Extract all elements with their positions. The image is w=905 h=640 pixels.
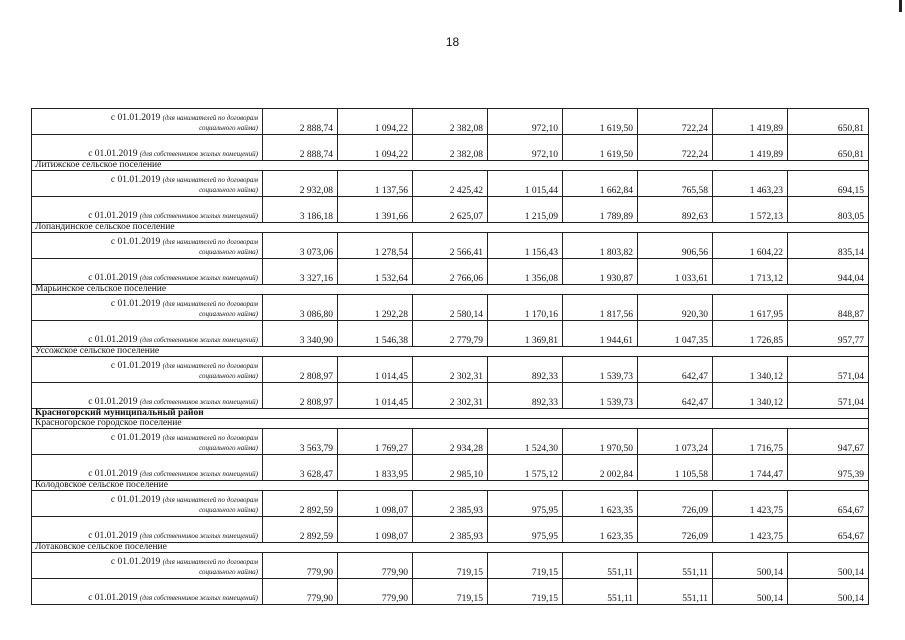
table-row: [32, 491, 869, 517]
tariff-value-cell: 2 808,97: [263, 383, 338, 409]
tariff-value-cell: 1 604,22: [713, 233, 788, 259]
tariff-value-cell: 1 803,82: [563, 233, 638, 259]
tariff-value-cell: 654,67: [788, 491, 869, 517]
tariff-value-cell: 1 014,45: [338, 357, 413, 383]
tariff-value-cell: 1 970,50: [563, 429, 638, 455]
tariff-value-cell: 1 546,38: [338, 321, 413, 347]
tariff-value-cell: 972,10: [488, 135, 563, 161]
table-row: [32, 197, 869, 223]
tariff-value-cell: 571,04: [788, 357, 869, 383]
tariff-value-cell: 3 186,18: [263, 197, 338, 223]
tariff-value-cell: 642,47: [638, 383, 713, 409]
row-date: с 01.01.2019: [110, 175, 161, 185]
tariff-value-cell: 975,95: [488, 491, 563, 517]
row-note-continued: социального найма): [199, 248, 258, 256]
tariff-value-cell: 1 716,75: [713, 429, 788, 455]
table-row: [32, 429, 869, 455]
tariff-value-cell: 1 014,45: [338, 383, 413, 409]
tariff-value-cell: 1 340,12: [713, 357, 788, 383]
row-date: с 01.01.2019: [88, 469, 138, 479]
settlement-title: Лотаковское сельское поселение: [32, 543, 869, 553]
tariff-value-cell: 1 423,75: [713, 491, 788, 517]
tariff-value-cell: 3 327,16: [263, 259, 338, 285]
tariff-value-cell: 1 170,16: [488, 295, 563, 321]
tariff-value-cell: 1 539,73: [563, 357, 638, 383]
tariff-value-cell: 3 340,90: [263, 321, 338, 347]
tariff-value-cell: 2 382,08: [413, 109, 488, 135]
tariff-value-cell: 1 789,89: [563, 197, 638, 223]
row-date: с 01.01.2019: [88, 211, 138, 221]
settlement-heading-row: [32, 161, 869, 171]
tariff-value-cell: 2 302,31: [413, 357, 488, 383]
tariff-value-cell: 975,95: [488, 517, 563, 543]
tariff-value-cell: 906,56: [638, 233, 713, 259]
settlement-heading-row: [32, 419, 869, 429]
row-note: (для нанимателей по договорам: [162, 558, 258, 566]
row-date: с 01.01.2019: [110, 495, 161, 505]
table-row: [32, 357, 869, 383]
scan-edge-mark: [899, 0, 902, 12]
tariff-value-cell: 892,33: [488, 383, 563, 409]
tariff-value-cell: 1 033,61: [638, 259, 713, 285]
tariff-value-cell: 1 744,47: [713, 455, 788, 481]
settlement-heading-row: [32, 481, 869, 491]
tariff-value-cell: 779,90: [263, 553, 338, 579]
row-note-continued: социального найма): [199, 568, 258, 576]
tariff-value-cell: 1 463,23: [713, 171, 788, 197]
table-row: [32, 109, 869, 135]
tariff-value-cell: 722,24: [638, 135, 713, 161]
tariff-value-cell: 719,15: [413, 553, 488, 579]
row-label: [32, 321, 263, 347]
row-label: [32, 383, 263, 409]
tariff-value-cell: 1 930,87: [563, 259, 638, 285]
tariff-value-cell: 2 888,74: [263, 135, 338, 161]
tariff-value-cell: 2 985,10: [413, 455, 488, 481]
row-note: (для нанимателей по договорам: [162, 496, 258, 504]
settlement-title: Литижское сельское поселение: [32, 161, 869, 171]
tariff-value-cell: 726,09: [638, 517, 713, 543]
tariff-value-cell: 551,11: [638, 553, 713, 579]
table-row: [32, 553, 869, 579]
row-note: (для нанимателей по договорам: [162, 176, 258, 184]
tariff-value-cell: 500,14: [713, 579, 788, 605]
tariff-value-cell: 803,05: [788, 197, 869, 223]
row-date: с 01.01.2019: [88, 335, 138, 345]
tariff-value-cell: 2 302,31: [413, 383, 488, 409]
tariff-value-cell: 719,15: [488, 579, 563, 605]
tariff-value-cell: 1 015,44: [488, 171, 563, 197]
tariff-value-cell: 1 098,07: [338, 517, 413, 543]
settlement-title: Красногорское городское поселение: [32, 419, 869, 429]
row-date: с 01.01.2019: [88, 593, 138, 603]
tariff-value-cell: 1 619,50: [563, 135, 638, 161]
table-row: [32, 135, 869, 161]
row-note: (для нанимателей по договорам: [162, 362, 258, 370]
tariff-table-body: [32, 109, 869, 605]
row-label: [32, 553, 263, 579]
table-row: [32, 171, 869, 197]
tariff-value-cell: 957,77: [788, 321, 869, 347]
row-note: (для собственников жилых помещений): [139, 470, 258, 478]
tariff-value-cell: 3 086,80: [263, 295, 338, 321]
tariff-value-cell: 892,33: [488, 357, 563, 383]
row-note: (для нанимателей по договорам: [162, 114, 258, 122]
tariff-value-cell: 2 808,97: [263, 357, 338, 383]
tariff-value-cell: 650,81: [788, 109, 869, 135]
tariff-value-cell: 551,11: [563, 553, 638, 579]
row-date: с 01.01.2019: [110, 557, 161, 567]
tariff-value-cell: 944,04: [788, 259, 869, 285]
tariff-value-cell: 2 385,93: [413, 517, 488, 543]
row-note-continued: социального найма): [199, 372, 258, 380]
settlement-heading-row: [32, 543, 869, 553]
row-note: (для собственников жилых помещений): [139, 274, 258, 282]
row-note-continued: социального найма): [199, 186, 258, 194]
row-label: [32, 429, 263, 455]
tariff-value-cell: 719,15: [413, 579, 488, 605]
row-note: (для нанимателей по договорам: [162, 238, 258, 246]
table-row: [32, 233, 869, 259]
tariff-value-cell: 2 425,42: [413, 171, 488, 197]
page-number: 18: [445, 35, 460, 49]
tariff-value-cell: 2 385,93: [413, 491, 488, 517]
tariff-value-cell: 920,30: [638, 295, 713, 321]
tariff-value-cell: 1 575,12: [488, 455, 563, 481]
row-date: с 01.01.2019: [88, 397, 138, 407]
tariff-value-cell: 1 215,09: [488, 197, 563, 223]
table-row: [32, 259, 869, 285]
row-label: [32, 357, 263, 383]
tariff-value-cell: 975,39: [788, 455, 869, 481]
tariff-value-cell: 3 628,47: [263, 455, 338, 481]
tariff-value-cell: 1 391,66: [338, 197, 413, 223]
tariff-value-cell: 1 098,07: [338, 491, 413, 517]
row-note: (для собственников жилых помещений): [139, 336, 258, 344]
row-note: (для собственников жилых помещений): [139, 532, 258, 540]
district-title: Красногорский муниципальный район: [32, 409, 869, 419]
tariff-value-cell: 1 713,12: [713, 259, 788, 285]
table-row: [32, 383, 869, 409]
tariff-value-cell: 1 662,84: [563, 171, 638, 197]
tariff-value-cell: 1 726,85: [713, 321, 788, 347]
row-label: [32, 171, 263, 197]
tariff-value-cell: 1 769,27: [338, 429, 413, 455]
tariff-value-cell: 551,11: [638, 579, 713, 605]
settlement-title: Лопандинское сельское поселение: [32, 223, 869, 233]
tariff-value-cell: 2 566,41: [413, 233, 488, 259]
settlement-heading-row: [32, 285, 869, 295]
row-label: [32, 295, 263, 321]
tariff-value-cell: 1 105,58: [638, 455, 713, 481]
row-date: с 01.01.2019: [110, 361, 161, 371]
row-date: с 01.01.2019: [110, 237, 161, 247]
row-date: с 01.01.2019: [88, 531, 138, 541]
tariff-value-cell: 848,87: [788, 295, 869, 321]
tariff-value-cell: 1 340,12: [713, 383, 788, 409]
tariff-value-cell: 947,67: [788, 429, 869, 455]
tariff-value-cell: 726,09: [638, 491, 713, 517]
row-label: [32, 259, 263, 285]
tariff-value-cell: 1 419,89: [713, 135, 788, 161]
row-label: [32, 135, 263, 161]
tariff-value-cell: 1 572,13: [713, 197, 788, 223]
tariff-value-cell: 1 419,89: [713, 109, 788, 135]
tariff-value-cell: 1 944,61: [563, 321, 638, 347]
tariff-value-cell: 3 563,79: [263, 429, 338, 455]
tariff-value-cell: 972,10: [488, 109, 563, 135]
row-note-continued: социального найма): [199, 506, 258, 514]
settlement-heading-row: [32, 223, 869, 233]
tariff-value-cell: 722,24: [638, 109, 713, 135]
tariff-value-cell: 779,90: [338, 553, 413, 579]
tariff-value-cell: 500,14: [713, 553, 788, 579]
table-row: [32, 517, 869, 543]
tariff-value-cell: 2 934,28: [413, 429, 488, 455]
district-heading-row: [32, 409, 869, 419]
row-date: с 01.01.2019: [88, 273, 138, 283]
settlement-title: Уссожское сельское поселение: [32, 347, 869, 357]
tariff-value-cell: 779,90: [338, 579, 413, 605]
tariff-value-cell: 719,15: [488, 553, 563, 579]
tariff-value-cell: 1 369,81: [488, 321, 563, 347]
tariff-value-cell: 1 073,24: [638, 429, 713, 455]
tariff-value-cell: 2 002,84: [563, 455, 638, 481]
row-label: [32, 579, 263, 605]
row-label: [32, 491, 263, 517]
row-date: с 01.01.2019: [88, 149, 138, 159]
tariff-value-cell: 1 094,22: [338, 109, 413, 135]
row-note: (для собственников жилых помещений): [139, 212, 258, 220]
tariff-value-cell: 1 817,56: [563, 295, 638, 321]
tariff-value-cell: 2 580,14: [413, 295, 488, 321]
table-row: [32, 579, 869, 605]
row-note: (для собственников жилых помещений): [139, 398, 258, 406]
row-label: [32, 197, 263, 223]
tariff-value-cell: 765,58: [638, 171, 713, 197]
table-row: [32, 321, 869, 347]
tariff-table: [31, 108, 869, 605]
tariff-value-cell: 1 833,95: [338, 455, 413, 481]
tariff-value-cell: 1 539,73: [563, 383, 638, 409]
tariff-value-cell: 1 617,95: [713, 295, 788, 321]
tariff-value-cell: 1 137,56: [338, 171, 413, 197]
settlement-title: Колодовское сельское поселение: [32, 481, 869, 491]
table-row: [32, 295, 869, 321]
tariff-value-cell: 2 892,59: [263, 517, 338, 543]
row-label: [32, 233, 263, 259]
tariff-value-cell: 2 625,07: [413, 197, 488, 223]
row-note: (для нанимателей по договорам: [162, 434, 258, 442]
tariff-value-cell: 3 073,06: [263, 233, 338, 259]
row-label: [32, 109, 263, 135]
row-date: с 01.01.2019: [110, 299, 161, 309]
tariff-value-cell: 1 156,43: [488, 233, 563, 259]
row-note: (для собственников жилых помещений): [139, 594, 258, 602]
tariff-value-cell: 2 892,59: [263, 491, 338, 517]
tariff-value-cell: 1 094,22: [338, 135, 413, 161]
tariff-value-cell: 1 623,35: [563, 517, 638, 543]
tariff-value-cell: 1 047,35: [638, 321, 713, 347]
tariff-value-cell: 500,14: [788, 553, 869, 579]
tariff-value-cell: 779,90: [263, 579, 338, 605]
tariff-value-cell: 1 356,08: [488, 259, 563, 285]
tariff-value-cell: 1 292,28: [338, 295, 413, 321]
row-label: [32, 455, 263, 481]
row-note: (для собственников жилых помещений): [139, 150, 258, 158]
tariff-value-cell: 1 532,64: [338, 259, 413, 285]
table-row: [32, 455, 869, 481]
tariff-value-cell: 1 278,54: [338, 233, 413, 259]
tariff-value-cell: 892,63: [638, 197, 713, 223]
row-note-continued: социального найма): [199, 310, 258, 318]
tariff-value-cell: 2 382,08: [413, 135, 488, 161]
tariff-value-cell: 694,15: [788, 171, 869, 197]
row-date: с 01.01.2019: [110, 433, 161, 443]
tariff-value-cell: 500,14: [788, 579, 869, 605]
row-note-continued: социального найма): [199, 124, 258, 132]
row-note-continued: социального найма): [199, 444, 258, 452]
tariff-value-cell: 650,81: [788, 135, 869, 161]
tariff-value-cell: 2 932,08: [263, 171, 338, 197]
tariff-value-cell: 1 619,50: [563, 109, 638, 135]
tariff-value-cell: 2 888,74: [263, 109, 338, 135]
row-label: [32, 517, 263, 543]
tariff-value-cell: 1 524,30: [488, 429, 563, 455]
tariff-value-cell: 571,04: [788, 383, 869, 409]
tariff-value-cell: 654,67: [788, 517, 869, 543]
row-date: с 01.01.2019: [110, 113, 161, 123]
settlement-heading-row: [32, 347, 869, 357]
tariff-value-cell: 835,14: [788, 233, 869, 259]
tariff-value-cell: 2 779,79: [413, 321, 488, 347]
tariff-value-cell: 551,11: [563, 579, 638, 605]
tariff-value-cell: 1 623,35: [563, 491, 638, 517]
tariff-value-cell: 1 423,75: [713, 517, 788, 543]
row-note: (для нанимателей по договорам: [162, 300, 258, 308]
tariff-value-cell: 642,47: [638, 357, 713, 383]
settlement-title: Марьинское сельское поселение: [32, 285, 869, 295]
tariff-value-cell: 2 766,06: [413, 259, 488, 285]
